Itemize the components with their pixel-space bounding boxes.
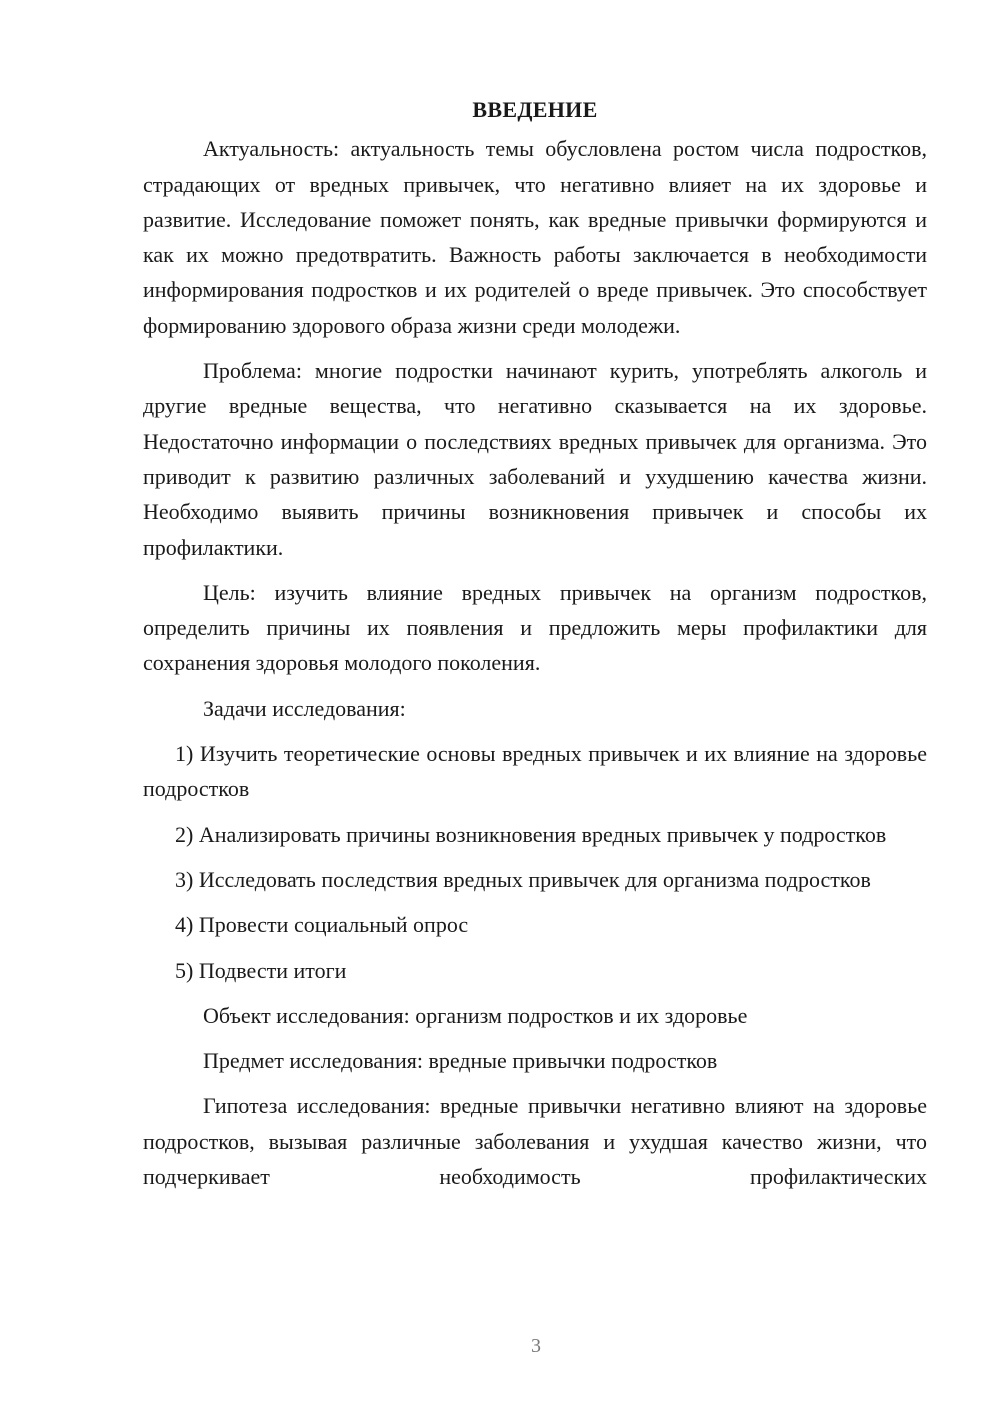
tasks-heading: Задачи исследования: [203, 695, 406, 721]
task-item-4: 4) Провести социальный опрос [175, 912, 469, 938]
page-number: 3 [531, 1335, 541, 1357]
page-content [143, 92, 927, 1204]
paragraph-relevance: Актуальность: актуальность темы обусловлена ростом числа подростков, страдающих от вредных привычек, что негативно влияет на их здоровье и развитие. Исследование поможет понять, как вредные привычки формируются и как их можно предотвратить. Важность работы заключается в необходимости информирования подростков и их родителей о вреде привычек. Это способствует формированию здорового образа жизни среди молодежи. [143, 136, 927, 338]
task-item-1: 1) Изучить теоретические основы вредных привычек и их влияние на здоровье подростков [143, 741, 927, 802]
paragraph-problem: Проблема: многие подростки начинают курить, употреблять алкоголь и другие вредные вещества, что негативно сказывается на их здоровье. Недостаточно информации о последствиях вредных привычек для организма. Это приводит к развитию различных заболеваний и ухудшению качества жизни. Необходимо выявить причины возникновения привычек и способы их профилактики. [143, 358, 927, 560]
paragraph-subject: Предмет исследования: вредные привычки подростков [203, 1048, 718, 1074]
paragraph-goal: Цель: изучить влияние вредных привычек на организм подростков, определить причины их появления и предложить меры профилактики для сохранения здоровья молодого поколения. [143, 579, 927, 676]
paragraph-object: Объект исследования: организм подростков и их здоровье [203, 1002, 748, 1028]
paragraph-hypothesis: Гипотеза исследования: вредные привычки негативно влияют на здоровье подростков, вызывая различные заболевания и ухудшая качество жизни, что подчеркивает необходимость профилактических [143, 1093, 927, 1190]
task-item-2: 2) Анализировать причины возникновения вредных привычек у подростков [175, 821, 887, 847]
task-item-3: 3) Исследовать последствия вредных привычек для организма подростков [175, 866, 871, 892]
task-item-5: 5) Подвести итоги [175, 957, 347, 983]
section-heading: ВВЕДЕНИЕ [472, 97, 598, 122]
